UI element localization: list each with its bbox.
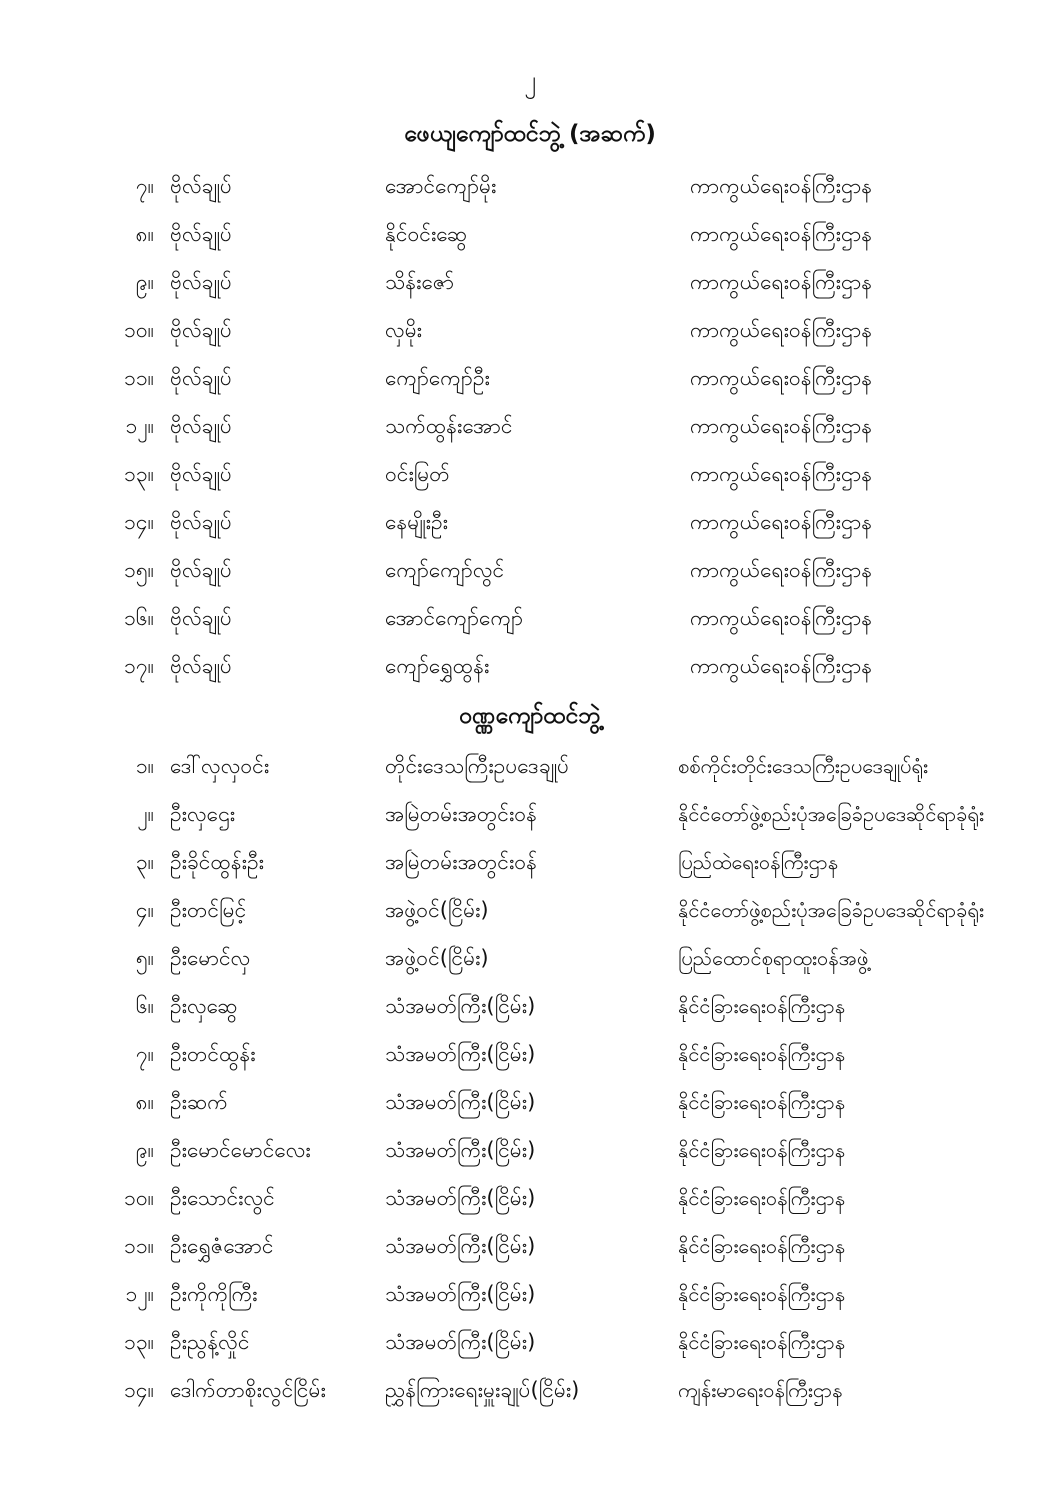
row-name-or-position: ကျော်ကျော်လွင် (385, 558, 505, 582)
list-row (0, 1270, 1060, 1318)
award-list-section-1 (0, 162, 1060, 690)
row-title-or-rank: ဦးရွှေဇံအောင် (170, 1234, 274, 1258)
list-row (0, 1126, 1060, 1174)
row-title-or-rank: ဦးလှဌေး (170, 802, 236, 826)
row-number: ၁၄။ (124, 1378, 154, 1402)
row-title-or-rank: ဦးလှဆွေ (170, 994, 238, 1018)
row-name-or-position: ကျော်ရွှေထွန်း (385, 654, 490, 678)
list-row (0, 1174, 1060, 1222)
page-number: ၂ (524, 66, 536, 94)
row-name-or-position: အမြဲတမ်းအတွင်းဝန် (385, 850, 537, 874)
row-department: နိုင်ငံခြားရေးဝန်ကြီးဌာန (678, 1186, 846, 1210)
row-number: ၂။ (137, 802, 154, 826)
row-number: ၉။ (135, 1138, 154, 1162)
list-row (0, 642, 1060, 690)
row-number: ၁၃။ (124, 462, 154, 486)
list-row (0, 258, 1060, 306)
row-title-or-rank: ဦးမောင်လှ (170, 946, 251, 970)
row-department: ကာကွယ်ရေးဝန်ကြီးဌာန (690, 414, 873, 438)
row-number: ၅။ (135, 946, 154, 970)
row-title-or-rank: ဗိုလ်ချုပ် (170, 318, 232, 342)
row-name-or-position: ဝင်းမြတ် (385, 462, 450, 486)
row-number: ၇။ (135, 1042, 154, 1066)
row-name-or-position: လှမိုး (385, 318, 423, 342)
row-number: ၁၄။ (124, 510, 154, 534)
row-name-or-position: သိန်းဇော် (385, 270, 455, 294)
row-name-or-position: သံအမတ်ကြီး(ငြိမ်း) (385, 1330, 536, 1354)
row-name-or-position: အမြဲတမ်းအတွင်းဝန် (385, 802, 537, 826)
row-department: ကာကွယ်ရေးဝန်ကြီးဌာန (690, 510, 873, 534)
row-number: ၄။ (135, 898, 154, 922)
row-title-or-rank: ဒေါက်တာစိုးလွင်ငြိမ်း (170, 1378, 326, 1402)
list-row (0, 546, 1060, 594)
row-name-or-position: သက်ထွန်းအောင် (385, 414, 513, 438)
row-department: ကာကွယ်ရေးဝန်ကြီးဌာန (690, 270, 873, 294)
row-number: ၁၂။ (125, 1282, 154, 1306)
list-row (0, 838, 1060, 886)
list-row (0, 982, 1060, 1030)
row-department: ကာကွယ်ရေးဝန်ကြီးဌာန (690, 606, 873, 630)
row-name-or-position: သံအမတ်ကြီး(ငြိမ်း) (385, 1042, 536, 1066)
row-name-or-position: အောင်ကျော်မိုး (385, 174, 497, 198)
list-row (0, 1030, 1060, 1078)
row-title-or-rank: ဦးခိုင်ထွန်းဦး (170, 850, 264, 874)
list-row (0, 210, 1060, 258)
row-title-or-rank: ဦးတင်ထွန်း (170, 1042, 256, 1066)
row-department: နိုင်ငံတော်ဖွဲ့စည်းပုံအခြေခံဥပဒေဆိုင်ရာခုံရုံး (678, 898, 984, 922)
row-department: ကာကွယ်ရေးဝန်ကြီးဌာန (690, 222, 873, 246)
row-department: စစ်ကိုင်းတိုင်းဒေသကြီးဥပဒေချုပ်ရုံး (678, 754, 928, 778)
list-row (0, 886, 1060, 934)
row-number: ၁၁။ (124, 366, 154, 390)
row-number: ၁၀။ (124, 318, 154, 342)
row-title-or-rank: ဗိုလ်ချုပ် (170, 462, 232, 486)
row-name-or-position: ညွှန်ကြားရေးမှူးချုပ်(ငြိမ်း) (385, 1378, 580, 1402)
row-name-or-position: အဖွဲ့ဝင်(ငြိမ်း) (385, 898, 489, 922)
list-row (0, 306, 1060, 354)
row-title-or-rank: ဦးကိုကိုကြီး (170, 1282, 258, 1306)
row-department: နိုင်ငံခြားရေးဝန်ကြီးဌာန (678, 1234, 846, 1258)
section-title-wunna-kyaw-htin: ဝဏ္ဏကျော်ထင်ဘွဲ့ (459, 703, 601, 729)
section-title-pyaw-kyaw-htin: ဖေယျကျော်ထင်ဘွဲ့ (အဆက်) (404, 121, 656, 147)
row-department: ကျန်းမာရေးဝန်ကြီးဌာန (678, 1378, 843, 1402)
row-department: ကာကွယ်ရေးဝန်ကြီးဌာန (690, 366, 873, 390)
row-title-or-rank: ဗိုလ်ချုပ် (170, 558, 232, 582)
list-row (0, 1078, 1060, 1126)
row-number: ၁၃။ (124, 1330, 154, 1354)
row-number: ၁၀။ (124, 1186, 154, 1210)
row-number: ၁၆။ (124, 606, 154, 630)
row-name-or-position: သံအမတ်ကြီး(ငြိမ်း) (385, 1138, 536, 1162)
row-number: ၉။ (135, 270, 154, 294)
list-row (0, 594, 1060, 642)
row-title-or-rank: ဗိုလ်ချုပ် (170, 654, 232, 678)
row-department: နိုင်ငံခြားရေးဝန်ကြီးဌာန (678, 994, 846, 1018)
row-number: ၁၂။ (125, 414, 154, 438)
row-number: ၁၇။ (124, 654, 154, 678)
row-number: ၁။ (135, 754, 154, 778)
row-department: ပြည်ထောင်စုရာထူးဝန်အဖွဲ့ (678, 946, 869, 970)
row-department: ကာကွယ်ရေးဝန်ကြီးဌာန (690, 318, 873, 342)
row-department: ကာကွယ်ရေးဝန်ကြီးဌာန (690, 174, 873, 198)
list-row (0, 934, 1060, 982)
row-name-or-position: သံအမတ်ကြီး(ငြိမ်း) (385, 1186, 536, 1210)
row-title-or-rank: ဗိုလ်ချုပ် (170, 414, 232, 438)
row-title-or-rank: ဗိုလ်ချုပ် (170, 510, 232, 534)
row-department: နိုင်ငံခြားရေးဝန်ကြီးဌာန (678, 1042, 846, 1066)
row-department: နိုင်ငံခြားရေးဝန်ကြီးဌာန (678, 1090, 846, 1114)
row-number: ၈။ (135, 222, 154, 246)
row-title-or-rank: ဦးဆက် (170, 1090, 228, 1114)
list-row (0, 450, 1060, 498)
row-department: ကာကွယ်ရေးဝန်ကြီးဌာန (690, 558, 873, 582)
list-row (0, 354, 1060, 402)
list-row (0, 742, 1060, 790)
row-name-or-position: နေမျိုးဦး (385, 510, 448, 534)
list-row (0, 1222, 1060, 1270)
row-name-or-position: သံအမတ်ကြီး(ငြိမ်း) (385, 1234, 536, 1258)
list-row (0, 402, 1060, 450)
row-title-or-rank: ဦးညွန့်လှိုင် (170, 1330, 250, 1354)
row-number: ၈။ (135, 1090, 154, 1114)
row-number: ၆။ (135, 994, 154, 1018)
row-name-or-position: အဖွဲ့ဝင်(ငြိမ်း) (385, 946, 489, 970)
row-title-or-rank: ဗိုလ်ချုပ် (170, 366, 232, 390)
row-name-or-position: တိုင်းဒေသကြီးဥပဒေချုပ် (385, 754, 569, 778)
row-title-or-rank: ဦးတင်မြင့် (170, 898, 247, 922)
row-department: ကာကွယ်ရေးဝန်ကြီးဌာန (690, 462, 873, 486)
row-name-or-position: သံအမတ်ကြီး(ငြိမ်း) (385, 1090, 536, 1114)
row-title-or-rank: ဦးသောင်းလွင် (170, 1186, 275, 1210)
award-list-section-2 (0, 742, 1060, 1414)
row-name-or-position: အောင်ကျော်ကျော် (385, 606, 523, 630)
row-name-or-position: သံအမတ်ကြီး(ငြိမ်း) (385, 1282, 536, 1306)
row-title-or-rank: ဗိုလ်ချုပ် (170, 222, 232, 246)
list-row (0, 1318, 1060, 1366)
row-department: ကာကွယ်ရေးဝန်ကြီးဌာန (690, 654, 873, 678)
row-number: ၁၁။ (124, 1234, 154, 1258)
row-title-or-rank: ဗိုလ်ချုပ် (170, 174, 232, 198)
row-name-or-position: ကျော်ကျော်ဦး (385, 366, 490, 390)
row-department: နိုင်ငံခြားရေးဝန်ကြီးဌာန (678, 1330, 846, 1354)
list-row (0, 1366, 1060, 1414)
row-title-or-rank: ဗိုလ်ချုပ် (170, 270, 232, 294)
row-department: နိုင်ငံတော်ဖွဲ့စည်းပုံအခြေခံဥပဒေဆိုင်ရာခုံရုံး (678, 802, 984, 826)
row-department: ပြည်ထဲရေးဝန်ကြီးဌာန (678, 850, 839, 874)
row-number: ၇။ (135, 174, 154, 198)
row-name-or-position: နိုင်ဝင်းဆွေ (385, 222, 468, 246)
list-row (0, 790, 1060, 838)
list-row (0, 498, 1060, 546)
row-name-or-position: သံအမတ်ကြီး(ငြိမ်း) (385, 994, 536, 1018)
row-title-or-rank: ဒေါ်လှလှဝင်း (170, 754, 270, 778)
row-title-or-rank: ဦးမောင်မောင်လေး (170, 1138, 311, 1162)
row-department: နိုင်ငံခြားရေးဝန်ကြီးဌာန (678, 1138, 846, 1162)
list-row (0, 162, 1060, 210)
row-department: နိုင်ငံခြားရေးဝန်ကြီးဌာန (678, 1282, 846, 1306)
row-title-or-rank: ဗိုလ်ချုပ် (170, 606, 232, 630)
row-number: ၁၅။ (124, 558, 154, 582)
row-number: ၃။ (135, 850, 154, 874)
